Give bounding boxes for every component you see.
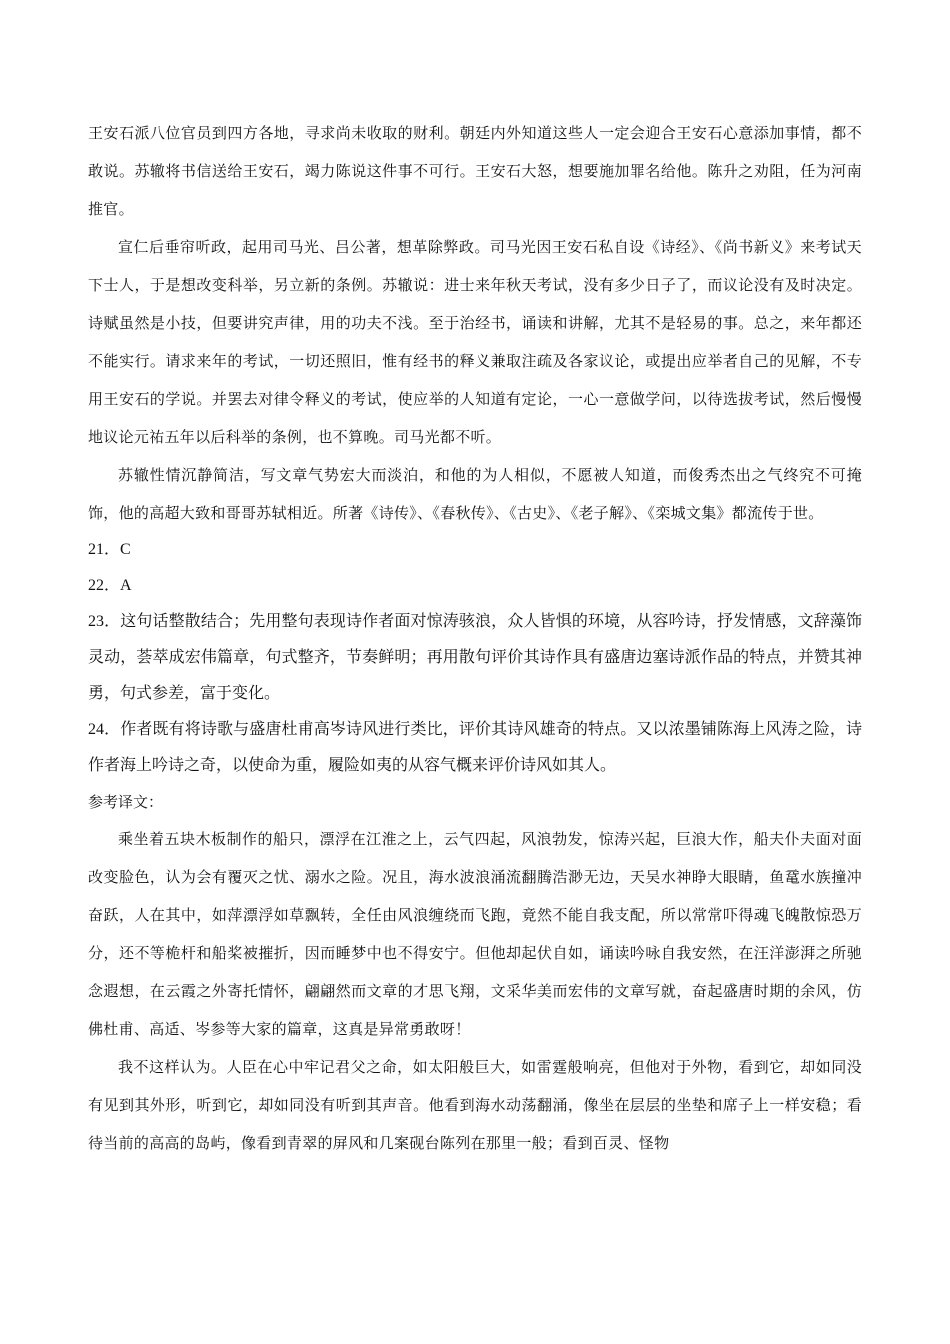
- reference-translation-label: 参考译文：: [88, 793, 164, 811]
- paragraph-translation-1: 王安石派八位官员到四方各地，寻求尚未收取的财利。朝廷内外知道这些人一定会迎合王安石心意添加事情，都不敢说。苏辙将书信送给王安石，竭力陈说这件事不可行。王安石大怒，想要施加罪名给他。陈升之劝阻，任为河南推官。: [88, 124, 862, 218]
- answer-24: 24．作者既有将诗歌与盛唐杜甫高岑诗风进行类比，评价其诗风雄奇的特点。又以浓墨铺陈海上风涛之险，诗作者海上吟诗之奇，以使命为重，履险如夷的从容气概来评价诗风如其人。: [88, 721, 862, 774]
- answer-23: 23．这句话整散结合；先用整句表现诗作者面对惊涛骇浪，众人皆惧的环境，从容吟诗，抒发情感，文辞藻饰灵动，荟萃成宏伟篇章，句式整齐，节奏鲜明；再用散句评价其诗作具有盛唐边塞诗派作品的特点，并赞其神勇，句式参差，富于变化。: [88, 613, 862, 702]
- answer-21: 21．C: [88, 541, 131, 558]
- paragraph-reference-2: 我不这样认为。人臣在心中牢记君父之命，如太阳般巨大，如雷霆般响亮，但他对于外物，看到它，却如同没有见到其外形，听到它，却如同没有听到其声音。他看到海水动荡翻涌，像坐在层层的坐垫和席子上一样安稳；看待当前的高高的岛屿，像看到青翠的屏风和几案砚台陈列在那里一般；看到百灵、怪物: [88, 1058, 862, 1152]
- answer-22: 22．A: [88, 577, 132, 594]
- paragraph-translation-2: 宣仁后垂帘听政，起用司马光、吕公著，想革除弊政。司马光因王安石私自设《诗经》、《尚书新义》来考试天下士人，于是想改变科举，另立新的条例。苏辙说：进士来年秋天考试，没有多少日子了，而议论没有及时决定。诗赋虽然是小技，但要讲究声律，用的功夫不浅。至于治经书，诵读和讲解，尤其不是轻易的事。总之，来年都还不能实行。请求来年的考试，一切还照旧，惟有经书的释义兼取注疏及各家议论，或提出应举者自己的见解，不专用王安石的学说。并罢去对律令释义的考试，使应举的人知道有定论，一心一意做学问，以待选拔考试，然后慢慢地议论元祐五年以后科举的条例，也不算晚。司马光都不听。: [88, 238, 862, 446]
- paragraph-reference-1: 乘坐着五块木板制作的船只，漂浮在江淮之上，云气四起，风浪勃发，惊涛兴起，巨浪大作，船夫仆夫面对面改变脸色，认为会有覆灭之忧、溺水之险。况且，海水波浪涌流翻腾浩渺无边，天吴水神睁大眼睛，鱼鼋水族撞冲奋跃，人在其中，如萍漂浮如草飘转，全任由风浪缠绕而飞跑，竟然不能自我支配，所以常常吓得魂飞魄散惊恐万分，还不等桅杆和船桨被摧折，因而睡梦中也不得安宁。但他却起伏自如，诵读吟咏自我安然，在汪洋澎湃之所驰念遐想，在云霞之外寄托情怀，翩翩然而文章的才思飞翔，文采华美而宏伟的文章写就，奋起盛唐时期的余风，仿佛杜甫、高适、岑参等大家的篇章，这真是异常勇敢呀！: [88, 830, 862, 1038]
- paragraph-translation-3: 苏辙性情沉静简洁，写文章气势宏大而淡泊，和他的为人相似，不愿被人知道，而俊秀杰出之气终究不可掩饰，他的高超大致和哥哥苏轼相近。所著《诗传》、《春秋传》、《古史》、《老子解》、《栾城文集》都流传于世。: [88, 466, 862, 522]
